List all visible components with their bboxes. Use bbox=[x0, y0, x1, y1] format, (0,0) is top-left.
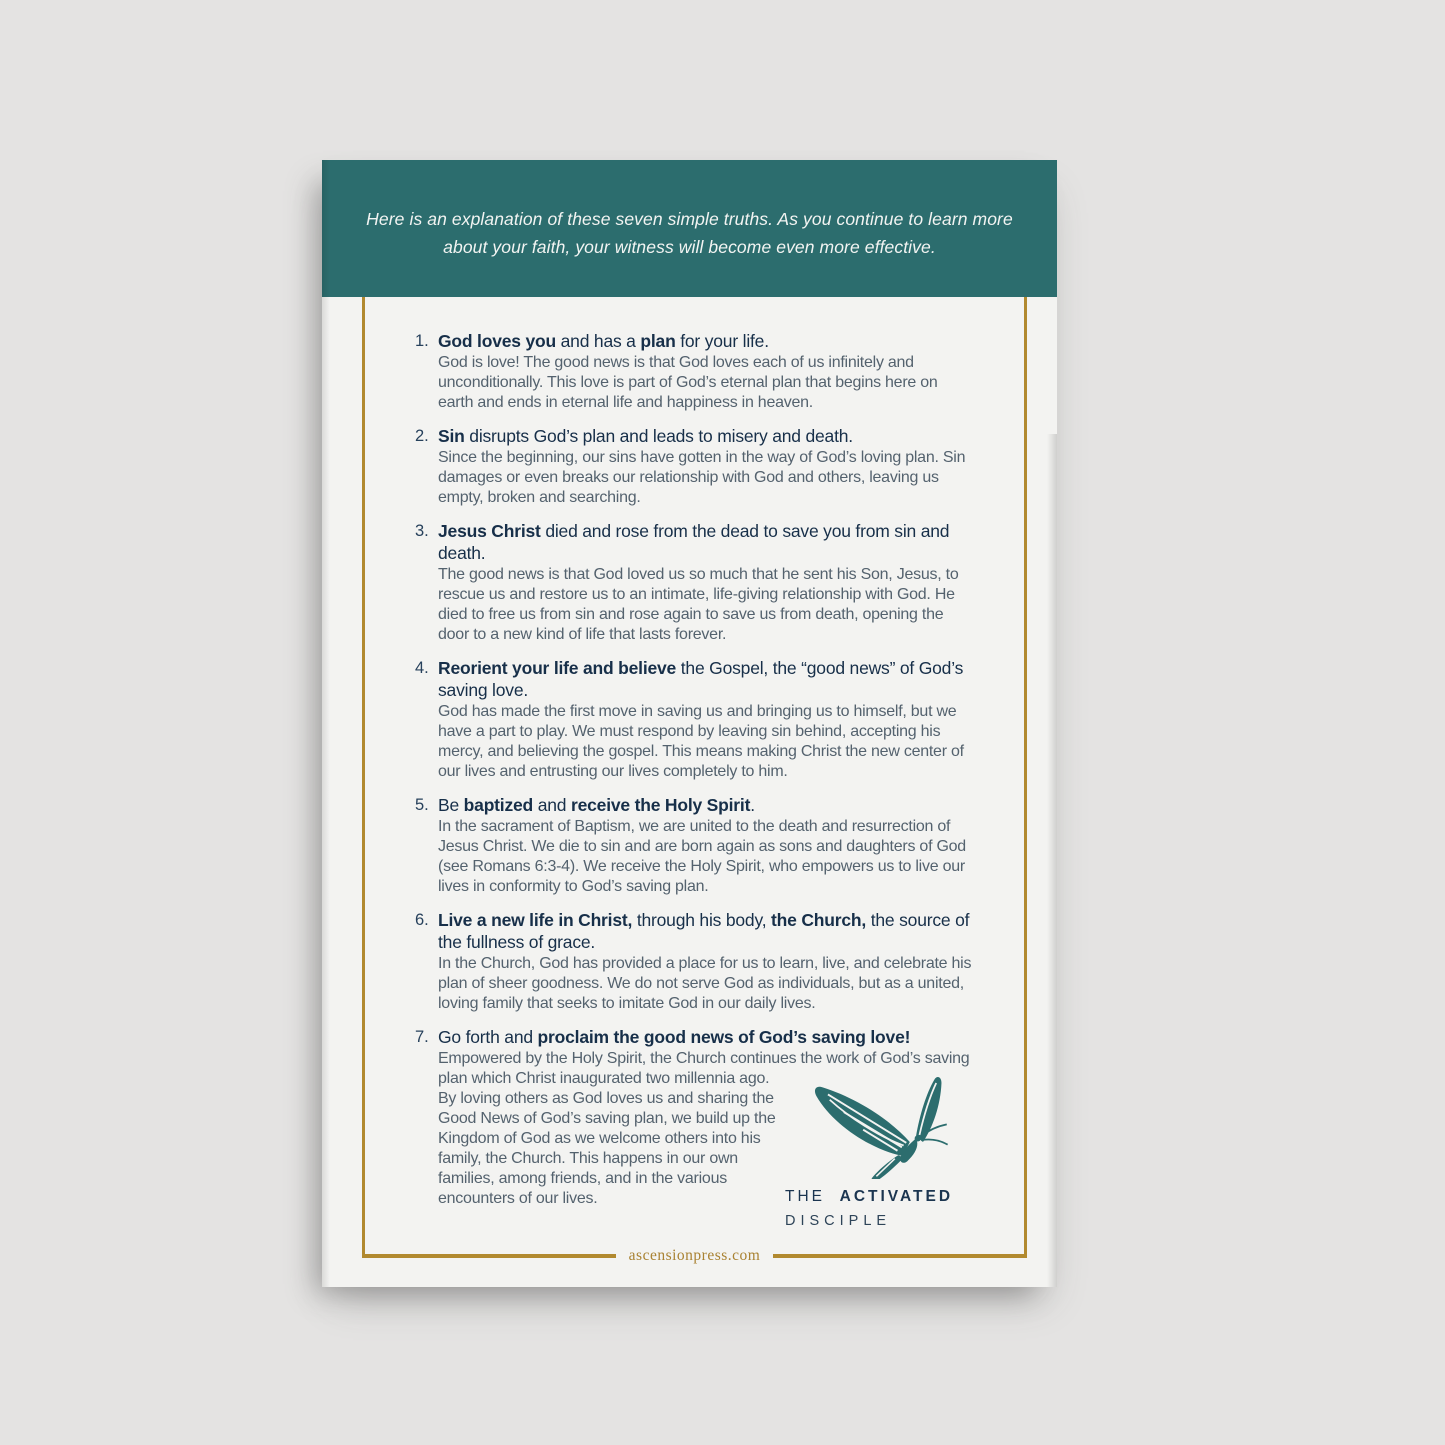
butterfly-icon bbox=[791, 1075, 967, 1179]
flyer-page bbox=[322, 160, 1057, 1287]
footer bbox=[362, 1248, 1027, 1264]
truth-number: 3. bbox=[415, 522, 429, 540]
truth-item-3 bbox=[415, 520, 975, 645]
truth-body: In the sacrament of Baptism, we are united to the death and resurrection of Jesus Christ. We die to sin and are born again as sons and daughters of God (see Romans 6:3-4). We receive the Holy Spirit, who empowers us to live our lives in conformity to God’s saving plan. bbox=[438, 818, 966, 895]
page-body bbox=[322, 297, 1057, 1287]
footer-website: ascensionpress.com bbox=[628, 1247, 761, 1264]
logo-wordmark-line1: THE ACTIVATED bbox=[785, 1188, 954, 1205]
page-edge-shadow bbox=[1047, 434, 1057, 1287]
activated-disciple-logo bbox=[785, 1049, 975, 1229]
truth-body: The good news is that God loved us so much that he sent his Son, Jesus, to rescue us and restore us to an intimate, life-giving relationship with God. He died to free us from sin and rose again to save us from death, opening the door to a new kind of life that lasts forever. bbox=[438, 566, 959, 643]
truth-item-4 bbox=[415, 657, 975, 782]
truth-number: 5. bbox=[415, 796, 429, 814]
footer-rule-left bbox=[362, 1254, 616, 1258]
truth-heading: Sin disrupts God’s plan and leads to misery and death. bbox=[438, 426, 853, 446]
truth-item-5 bbox=[415, 794, 975, 897]
truths-list bbox=[415, 330, 975, 1233]
logo-wordmark-line2: DISCIPLE bbox=[785, 1213, 892, 1229]
truth-number: 2. bbox=[415, 427, 429, 445]
truth-body: God is love! The good news is that God loves each of us infinitely and unconditionally. This love is part of God’s eternal plan that begins here on earth and ends in eternal life and happiness in heaven. bbox=[438, 354, 938, 411]
truth-heading: Jesus Christ died and rose from the dead to save you from sin and death. bbox=[438, 521, 950, 563]
truth-body-text: Empowered by the Holy Spirit, the Church continues the work of God’s saving plan which Christ inaugurated two millennia ago. By loving others as God loves us and sharing the Good News of God’s saving plan, we build up the Kingdom of God as we welcome others into his family, the Church. This happens in our own families, among friends, and in the various encounters of our lives. bbox=[438, 1050, 970, 1207]
truth-body: God has made the first move in saving us and bringing us to himself, but we have a part to play. We must respond by leaving sin behind, accepting his mercy, and believing the gospel. This means making Christ the new center of our lives and entrusting our lives completely to him. bbox=[438, 703, 964, 780]
truth-number: 1. bbox=[415, 332, 429, 350]
truth-item-6 bbox=[415, 909, 975, 1014]
footer-rule-right bbox=[773, 1254, 1027, 1258]
header-band bbox=[322, 160, 1057, 297]
truth-number: 7. bbox=[415, 1028, 429, 1046]
truth-heading: Live a new life in Christ, through his body, the Church, the source of the fullness of grace. bbox=[438, 910, 970, 952]
truth-item-1 bbox=[415, 330, 975, 413]
header-text: Here is an explanation of these seven simple truths. As you continue to learn more about your faith, your witness will become even more effective. bbox=[366, 209, 1013, 257]
truth-item-7 bbox=[415, 1026, 975, 1229]
truth-body bbox=[438, 1049, 975, 1229]
truth-heading: God loves you and has a plan for your life. bbox=[438, 331, 769, 351]
truth-body: Since the beginning, our sins have gotten in the way of God’s loving plan. Sin damages or even breaks our relationship with God and others, leaving us empty, broken and searching. bbox=[438, 449, 966, 506]
truth-heading: Reorient your life and believe the Gospel, the “good news” of God’s saving love. bbox=[438, 658, 964, 700]
truth-item-2 bbox=[415, 425, 975, 508]
truth-number: 6. bbox=[415, 911, 429, 929]
truth-number: 4. bbox=[415, 659, 429, 677]
truth-heading: Go forth and proclaim the good news of God’s saving love! bbox=[438, 1027, 911, 1047]
truth-body: In the Church, God has provided a place for us to learn, live, and celebrate his plan of sheer goodness. We do not serve God as individuals, but as a united, loving family that seeks to imitate God in our daily lives. bbox=[438, 955, 972, 1012]
truth-heading: Be baptized and receive the Holy Spirit. bbox=[438, 795, 755, 815]
